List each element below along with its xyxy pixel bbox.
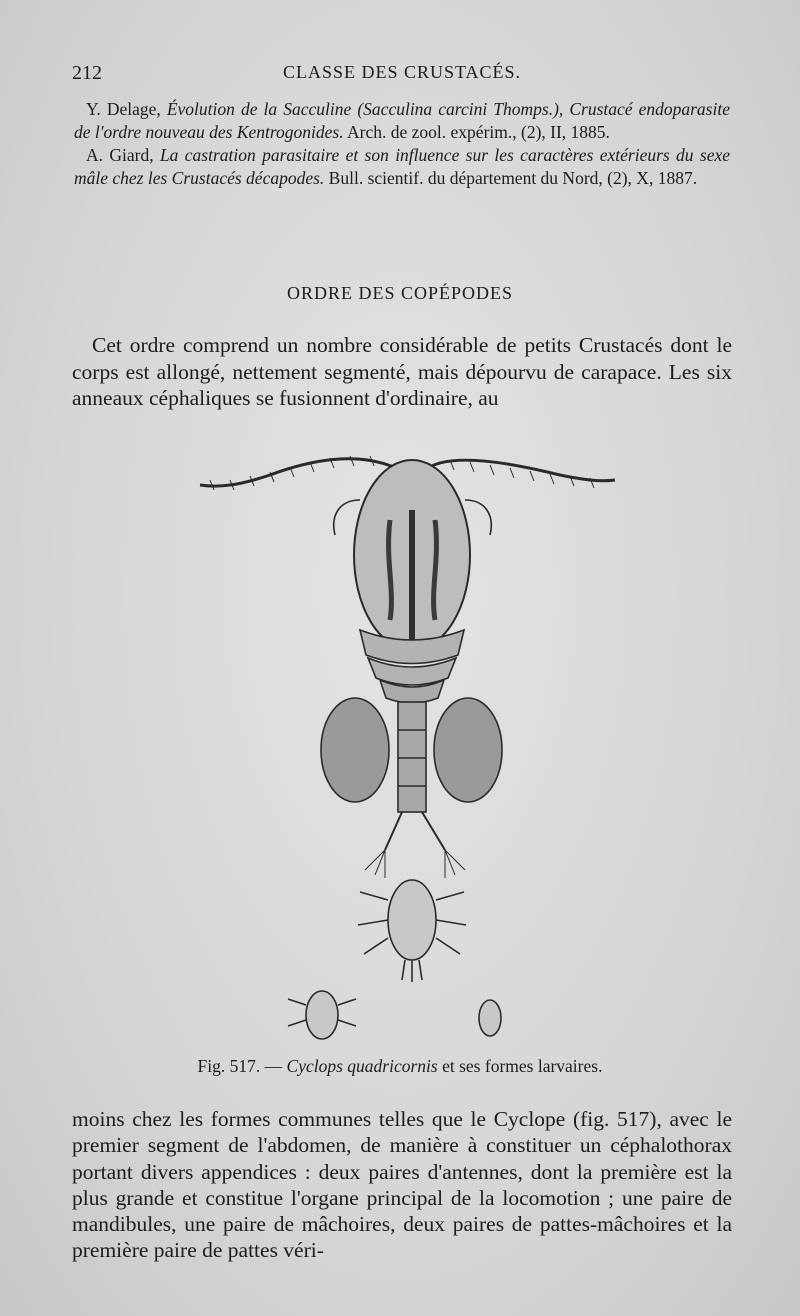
page-header bbox=[72, 62, 732, 90]
reference-title: Évolution de la Sacculine (Sacculina carcini Thomps.), Crustacé endoparasite de l'ordre nouveau des Kentrogonides. bbox=[74, 99, 730, 142]
nauplius bbox=[479, 1000, 501, 1036]
left-egg-sac bbox=[321, 698, 389, 802]
figure-caption-rest: et ses formes larvaires. bbox=[442, 1056, 603, 1076]
reference-entry bbox=[74, 98, 730, 144]
figure-caption bbox=[0, 1056, 800, 1077]
body-paragraph: moins chez les formes communes telles que le Cyclope (fig. 517), avec le premier segment de l'abdomen, de manière à constituer un céphalothorax portant divers appendices : deux paires d'antennes, dont la première est la plus grande et constitue l'organe principal de la locomotion ; une paire de mandibules, une paire de mâchoires, deux paires de pattes-mâchoires et la première paire de pattes véri- bbox=[72, 1107, 732, 1263]
abdomen bbox=[398, 702, 426, 812]
larva-large bbox=[388, 880, 436, 960]
right-antenna bbox=[425, 460, 615, 481]
running-title: CLASSE DES CRUSTACÉS. bbox=[282, 62, 522, 82]
furca bbox=[385, 812, 445, 850]
reference-entry bbox=[74, 144, 730, 190]
figure-label: Fig. 517. — bbox=[197, 1056, 283, 1076]
cyclops-drawing bbox=[190, 440, 630, 1050]
page-number: 212 bbox=[72, 62, 102, 84]
section-title: ORDRE DES COPÉPODES bbox=[286, 283, 514, 303]
reference-source: Bull. scientif. du département du Nord, (2), X, 1887. bbox=[328, 168, 698, 188]
reference-author: A. Giard, bbox=[86, 145, 154, 165]
figure-species-name: Cyclops quadricornis bbox=[286, 1056, 438, 1076]
right-egg-sac bbox=[434, 698, 502, 802]
body-paragraph: Cet ordre comprend un nombre considérable de petits Crustacés dont le corps est allongé, nettement segmenté, mais dépourvu de carapace. Les six anneaux céphaliques se fusionnent d'ordinaire, au bbox=[72, 333, 732, 410]
left-antenna bbox=[200, 459, 400, 486]
reference-source: Arch. de zool. expérim., (2), II, 1885. bbox=[347, 122, 610, 142]
reference-title: La castration parasitaire et son influence sur les caractères extérieurs du sexe mâle chez les Crustacés décapodes. bbox=[74, 145, 731, 188]
larva-small bbox=[306, 991, 338, 1039]
reference-author: Y. Delage, bbox=[86, 99, 161, 119]
reference-list bbox=[74, 98, 730, 190]
figure-cyclops-illustration bbox=[190, 440, 630, 1050]
